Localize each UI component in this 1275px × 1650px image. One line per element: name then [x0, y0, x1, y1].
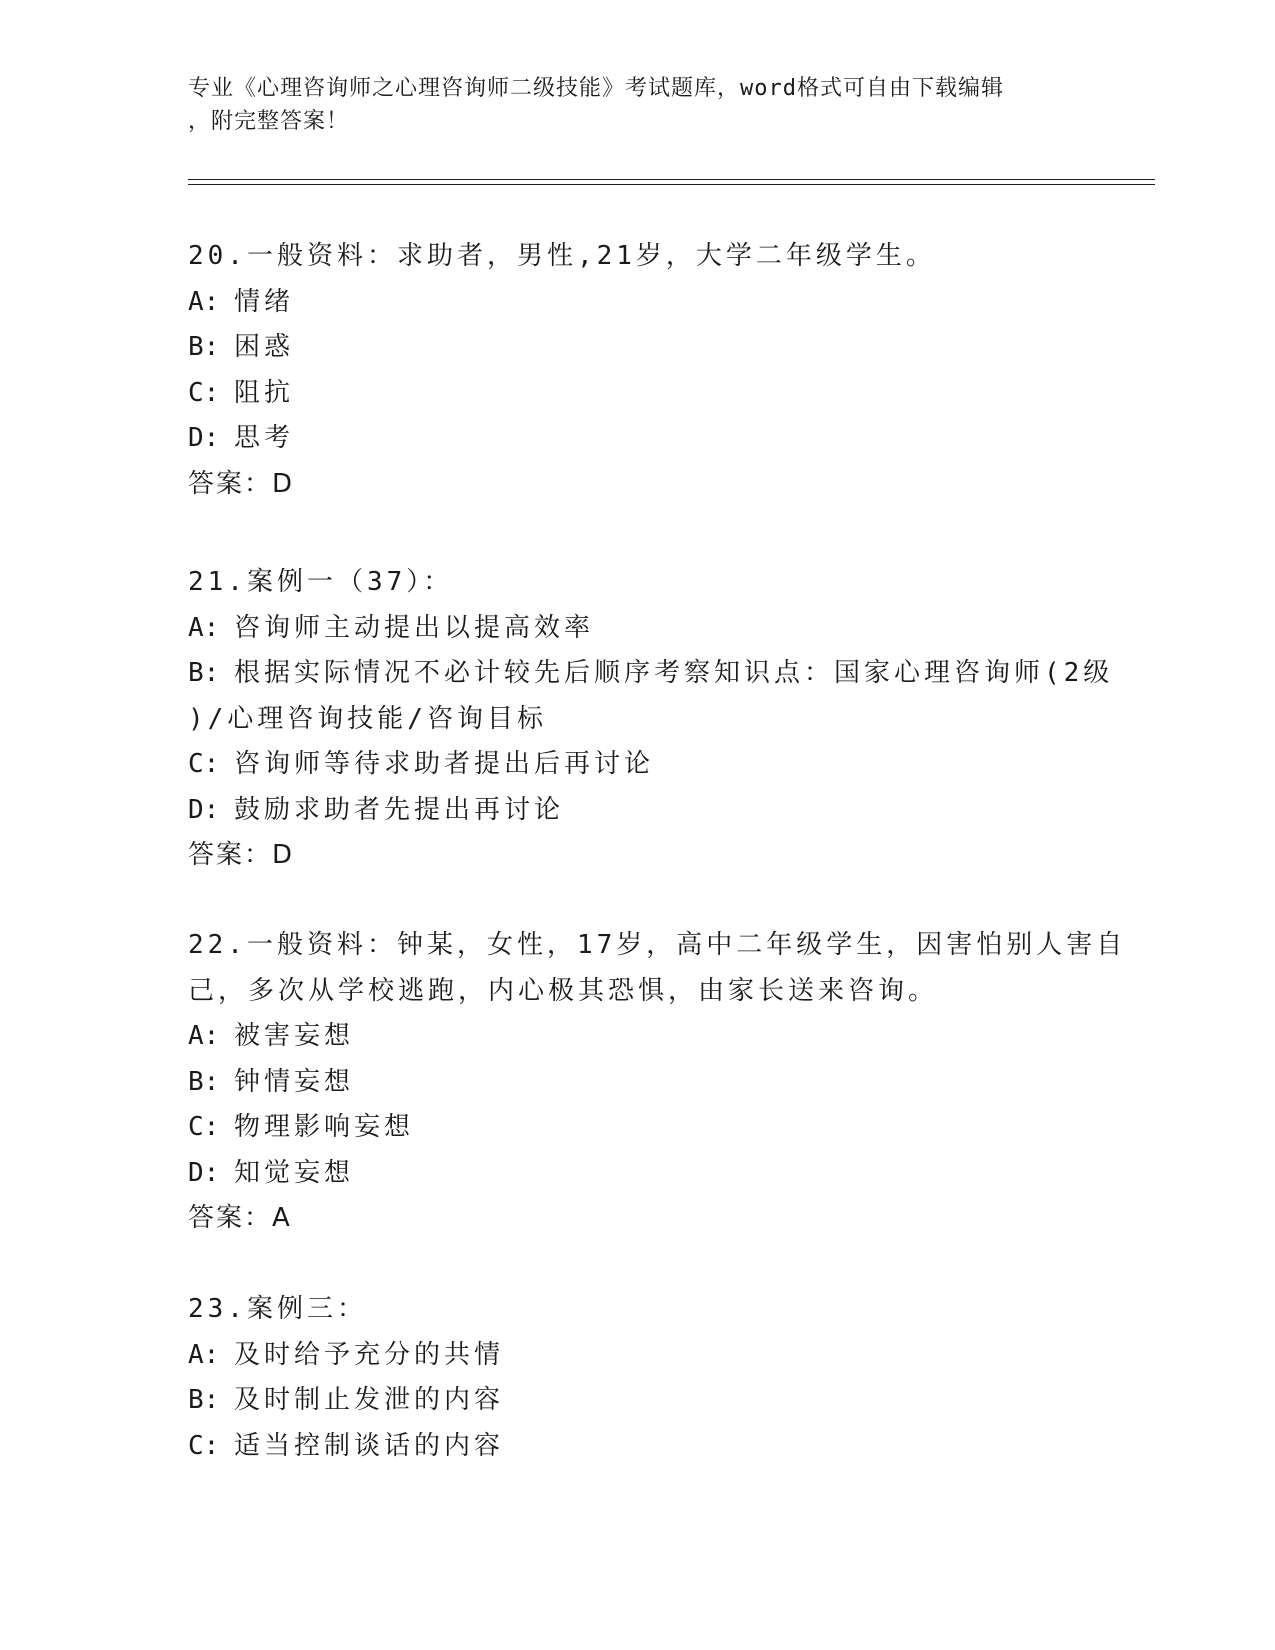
- option-text: 物理影响妄想: [234, 1112, 415, 1142]
- option-b-continuation: )/心理咨询技能/咨询目标: [188, 703, 547, 734]
- question-20: [188, 234, 1088, 507]
- option-text: 鼓励求助者先提出再讨论: [234, 794, 565, 825]
- option-text: 及时给予充分的共情: [234, 1339, 505, 1370]
- option-text: 困惑: [234, 332, 295, 362]
- option-letter: D:: [188, 423, 220, 453]
- option-letter: B:: [188, 332, 220, 362]
- option-a: [188, 280, 1088, 326]
- answer-line: 答案：D: [188, 840, 295, 870]
- question-21: [188, 560, 1114, 879]
- option-letter: A:: [188, 1339, 220, 1370]
- option-text: 咨询师主动提出以提高效率: [234, 612, 595, 643]
- option-letter: B:: [188, 1066, 220, 1097]
- option-b: [188, 1378, 1088, 1424]
- question-stem: 20.一般资料：求助者，男性,21岁，大学二年级学生。: [188, 241, 936, 271]
- question-stem: 21.案例一（37）：: [188, 567, 454, 597]
- option-text: 适当控制谈话的内容: [234, 1430, 505, 1461]
- option-c: [188, 371, 1088, 417]
- option-text: 被害妄想: [234, 1021, 355, 1051]
- option-letter: A:: [188, 1021, 220, 1051]
- option-letter: B:: [188, 1385, 220, 1415]
- option-letter: A:: [188, 286, 220, 317]
- option-letter: C:: [188, 377, 220, 408]
- header-line-2: ，附完整答案！: [188, 109, 350, 134]
- option-text: 情绪: [234, 286, 295, 317]
- option-letter: D:: [188, 794, 220, 825]
- header-divider-top: [188, 179, 1155, 180]
- option-text: 知觉妄想: [234, 1157, 355, 1188]
- question-stem: 23.案例三：: [188, 1294, 367, 1324]
- question-stem: 22.一般资料：钟某，女性，17岁，高中二年级学生，因害怕别人害自: [188, 930, 1127, 960]
- option-c: [188, 742, 1088, 788]
- option-letter: C:: [188, 749, 220, 779]
- option-b: [188, 1060, 1088, 1106]
- answer-line: 答案：A: [188, 1203, 292, 1233]
- option-letter: D:: [188, 1157, 220, 1188]
- header-line-1: 专业《心理咨询师之心理咨询师二级技能》考试题库，word格式可自由下载编辑: [188, 76, 1004, 101]
- option-a: [188, 606, 1088, 652]
- option-text: 思考: [234, 423, 295, 453]
- option-text: 钟情妄想: [234, 1066, 355, 1097]
- option-a: [188, 1333, 1088, 1379]
- option-c: [188, 1424, 1088, 1470]
- question-23: [188, 1287, 1088, 1469]
- option-d: [188, 1151, 1088, 1197]
- option-d: [188, 416, 1088, 462]
- option-a: [188, 1014, 1088, 1060]
- option-text: 及时制止发泄的内容: [234, 1385, 505, 1415]
- option-text: 阻抗: [234, 377, 295, 408]
- question-stem-continuation: 己，多次从学校逃跑，内心极其恐惧，由家长送来咨询。: [188, 975, 939, 1006]
- option-letter: C:: [188, 1112, 220, 1142]
- document-header: [188, 72, 1088, 138]
- header-divider-bottom: [188, 184, 1155, 185]
- answer-line: 答案：D: [188, 468, 295, 499]
- option-d: [188, 788, 1088, 834]
- question-22: [188, 923, 1127, 1242]
- option-letter: C:: [188, 1430, 220, 1461]
- option-text: 咨询师等待求助者提出后再讨论: [234, 749, 655, 779]
- option-c: [188, 1105, 1088, 1151]
- option-letter: B:: [188, 658, 220, 688]
- option-b: [188, 651, 1114, 697]
- option-text: 根据实际情况不必计较先后顺序考察知识点：国家心理咨询师(2级: [234, 658, 1114, 688]
- option-b: [188, 325, 1088, 371]
- option-letter: A:: [188, 612, 220, 643]
